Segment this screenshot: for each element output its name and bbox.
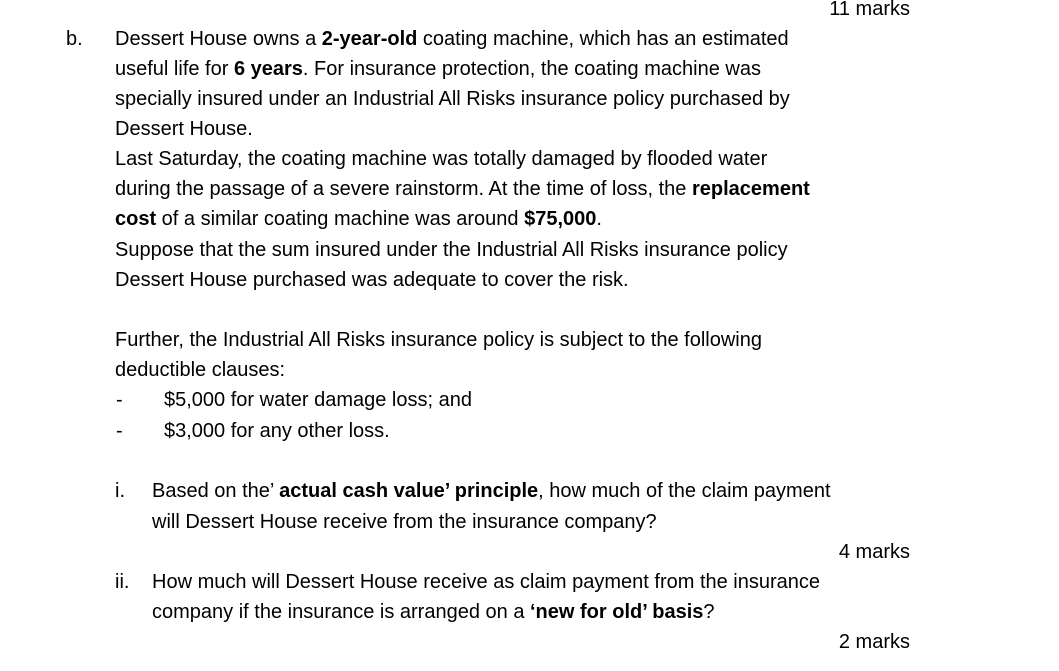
deductible-dash-2: - [116, 420, 123, 442]
para1-line2: useful life for 6 years. For insurance protection, the coating machine was [115, 58, 761, 80]
deductible-dash-1: - [116, 389, 123, 411]
para2-line3: cost of a similar coating machine was around $75,000. [115, 208, 602, 230]
para3-line2: Dessert House purchased was adequate to cover the risk. [115, 269, 629, 291]
question-1-number: i. [115, 480, 125, 502]
total-marks: 11 marks [829, 0, 910, 20]
question-1-line1: Based on the’ actual cash value’ principle, how much of the claim payment [152, 480, 831, 502]
deductible-item-1: $5,000 for water damage loss; and [164, 389, 472, 411]
question-2-number: ii. [115, 571, 130, 593]
question-2-line2: company if the insurance is arranged on a ‘new for old’ basis? [152, 601, 715, 623]
question-1-line2: will Dessert House receive from the insurance company? [152, 511, 657, 533]
para1-line3: specially insured under an Industrial All Risks insurance policy purchased by [115, 88, 790, 110]
question-2-marks: 2 marks [838, 631, 910, 653]
para1-line1: Dessert House owns a 2-year-old coating machine, which has an estimated [115, 28, 789, 50]
question-1-marks: 4 marks [838, 541, 910, 563]
part-label: b. [66, 28, 83, 50]
para1-line4: Dessert House. [115, 118, 253, 140]
question-2-line1: How much will Dessert House receive as claim payment from the insurance [152, 571, 821, 593]
para4-line1: Further, the Industrial All Risks insurance policy is subject to the following [115, 329, 762, 351]
para2-line2: during the passage of a severe rainstorm. At the time of loss, the replacement [115, 178, 810, 200]
para4-line2: deductible clauses: [115, 359, 286, 381]
para2-line1: Last Saturday, the coating machine was totally damaged by flooded water [115, 148, 768, 170]
deductible-item-2: $3,000 for any other loss. [164, 420, 390, 442]
para3-line1: Suppose that the sum insured under the Industrial All Risks insurance policy [115, 239, 788, 261]
